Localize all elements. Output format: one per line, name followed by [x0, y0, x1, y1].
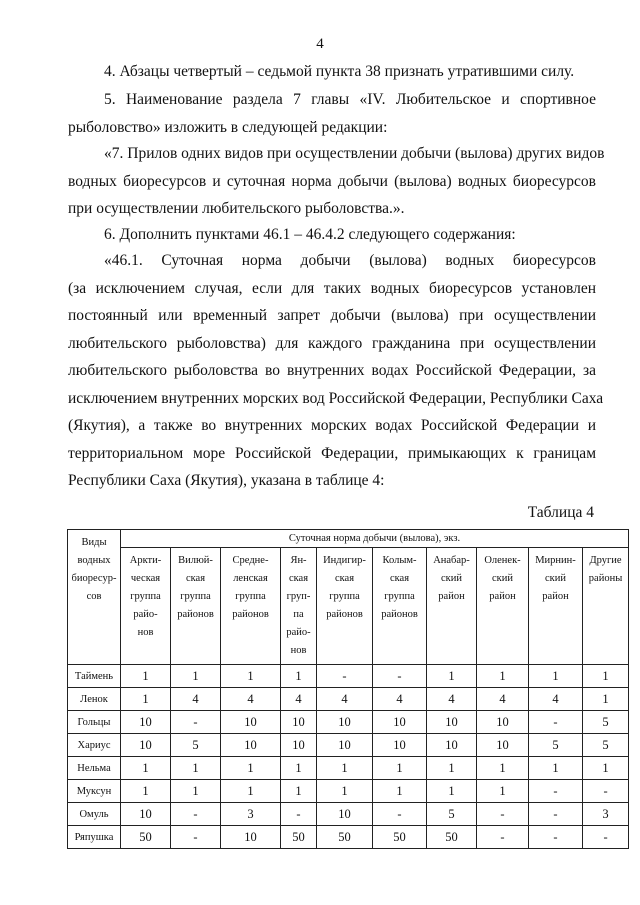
- norm-value: 1: [373, 757, 427, 780]
- norm-value: 1: [583, 665, 629, 688]
- paragraph-2: [68, 86, 596, 141]
- header-region: [281, 548, 317, 665]
- table-caption: Таблица 4: [527, 504, 594, 521]
- header-text: районов: [177, 609, 214, 620]
- text-line: водных биоресурсов и суточная норма добычи (вылова) водных биоресурсов: [68, 172, 596, 190]
- header-text: Виды: [81, 537, 107, 548]
- header-text: па: [293, 609, 304, 620]
- norm-value: -: [373, 803, 427, 826]
- table-row: [68, 665, 629, 688]
- header-region: [373, 548, 427, 665]
- table-row: [68, 780, 629, 803]
- norm-value: 1: [281, 665, 317, 688]
- daily-catch-norm-table: [67, 529, 629, 849]
- species-name: Хариус: [68, 734, 121, 757]
- norm-value: -: [317, 665, 373, 688]
- header-text: Вилюй-: [178, 555, 213, 566]
- norm-value: 50: [121, 826, 171, 849]
- species-name: Ряпушка: [68, 826, 121, 849]
- header-group: Суточная норма добычи (вылова), экз.: [121, 530, 629, 548]
- header-region: [529, 548, 583, 665]
- norm-value: 1: [121, 757, 171, 780]
- norm-value: -: [373, 665, 427, 688]
- norm-value: 4: [477, 688, 529, 711]
- header-text: сов: [86, 591, 102, 602]
- header-region: [583, 548, 629, 665]
- norm-value: -: [529, 826, 583, 849]
- header-text: район: [542, 591, 569, 602]
- norm-value: 1: [221, 780, 281, 803]
- species-name: Муксун: [68, 780, 121, 803]
- header-text: ленская: [233, 573, 268, 584]
- header-text: Мирнин-: [535, 555, 576, 566]
- header-region: [317, 548, 373, 665]
- norm-value: 10: [121, 711, 171, 734]
- norm-value: 1: [583, 757, 629, 780]
- header-text: райо-: [286, 627, 311, 638]
- header-region: [477, 548, 529, 665]
- norm-value: 10: [373, 711, 427, 734]
- norm-value: -: [583, 780, 629, 803]
- norm-value: 10: [317, 711, 373, 734]
- norm-value: 1: [171, 780, 221, 803]
- text-line: (за исключением случая, если для таких водных биоресурсов установлен: [68, 279, 596, 297]
- norm-value: 5: [529, 734, 583, 757]
- norm-value: 1: [529, 665, 583, 688]
- header-region: [171, 548, 221, 665]
- table-row: [68, 734, 629, 757]
- species-name: Ленок: [68, 688, 121, 711]
- header-species: [68, 530, 121, 665]
- norm-value: -: [583, 826, 629, 849]
- species-name: Омуль: [68, 803, 121, 826]
- header-text: районы: [588, 573, 623, 584]
- norm-value: 10: [317, 734, 373, 757]
- header-text: группа: [235, 591, 266, 602]
- norm-value: 1: [477, 757, 529, 780]
- norm-value: 5: [427, 803, 477, 826]
- norm-value: 4: [427, 688, 477, 711]
- header-text: ская: [185, 573, 206, 584]
- header-text: нов: [137, 627, 154, 638]
- norm-value: 50: [427, 826, 477, 849]
- header-text: райо-: [133, 609, 158, 620]
- norm-value: 1: [281, 757, 317, 780]
- species-name: Гольцы: [68, 711, 121, 734]
- header-text: группа: [180, 591, 211, 602]
- header-text: Средне-: [232, 555, 269, 566]
- header-text: ский: [441, 573, 462, 584]
- norm-value: 1: [171, 665, 221, 688]
- norm-value: 10: [121, 734, 171, 757]
- norm-value: 1: [583, 688, 629, 711]
- paragraph-4: [68, 221, 596, 249]
- norm-value: -: [171, 711, 221, 734]
- norm-value: -: [281, 803, 317, 826]
- species-name: Нельма: [68, 757, 121, 780]
- norm-value: 4: [281, 688, 317, 711]
- norm-value: -: [171, 826, 221, 849]
- text-line: (Якутия), а также во внутренних морских водах Российской Федерации и: [68, 417, 596, 434]
- header-text: группа: [329, 591, 360, 602]
- header-text: ская: [389, 573, 410, 584]
- header-text: Ян-: [290, 555, 307, 566]
- header-text: биоресур-: [71, 573, 117, 584]
- header-text: Колым-: [382, 555, 417, 566]
- header-text: ская: [334, 573, 355, 584]
- norm-value: -: [171, 803, 221, 826]
- norm-value: 10: [221, 734, 281, 757]
- text-line: рыболовство» изложить в следующей редакции:: [68, 118, 388, 136]
- norm-value: 1: [171, 757, 221, 780]
- norm-value: 10: [281, 734, 317, 757]
- header-text: груп-: [286, 591, 311, 602]
- norm-value: 10: [373, 734, 427, 757]
- text-line: исключением внутренних морских вод Российской Федерации, Республики Саха: [68, 389, 604, 407]
- header-text: Аркти-: [129, 555, 162, 566]
- text-line: территориальном море Российской Федерации, примыкающих к границам: [68, 444, 596, 462]
- text-line: любительского рыболовства) для каждого гражданина при осуществлении: [68, 334, 596, 352]
- norm-value: -: [529, 803, 583, 826]
- norm-value: 1: [427, 757, 477, 780]
- norm-value: 10: [317, 803, 373, 826]
- text-line: «46.1. Суточная норма добычи (вылова) водных биоресурсов: [104, 252, 596, 269]
- header-text: группа: [384, 591, 415, 602]
- norm-value: 10: [427, 734, 477, 757]
- text-line: «7. Прилов одних видов при осуществлении добычи (вылова) других видов: [104, 145, 605, 162]
- header-text: нов: [290, 645, 307, 656]
- species-name: Таймень: [68, 665, 121, 688]
- text-line: любительского рыболовства во внутренних водах Российской Федерации, за: [68, 362, 596, 379]
- header-text: районов: [326, 609, 363, 620]
- header-text: ческая: [130, 573, 161, 584]
- header-text: район: [489, 591, 516, 602]
- header-text: Индигир-: [323, 555, 366, 566]
- header-text: ский: [545, 573, 566, 584]
- table-row: [68, 826, 629, 849]
- norm-value: 10: [427, 711, 477, 734]
- norm-value: 10: [281, 711, 317, 734]
- header-text: районов: [381, 609, 418, 620]
- norm-value: 4: [529, 688, 583, 711]
- text-line: постоянный или временный запрет добычи (вылова) при осуществлении: [68, 307, 596, 324]
- text-line: при осуществлении любительского рыболовства.».: [68, 200, 405, 217]
- norm-value: 4: [221, 688, 281, 711]
- norm-value: 1: [317, 757, 373, 780]
- text-line: 6. Дополнить пунктами 46.1 – 46.4.2 следующего содержания:: [104, 226, 516, 243]
- norm-value: 4: [171, 688, 221, 711]
- norm-value: 10: [477, 734, 529, 757]
- norm-value: 5: [583, 711, 629, 734]
- norm-value: 50: [317, 826, 373, 849]
- header-region: [121, 548, 171, 665]
- norm-value: 10: [121, 803, 171, 826]
- header-region: [427, 548, 477, 665]
- norm-value: 4: [317, 688, 373, 711]
- table-row: [68, 803, 629, 826]
- paragraph-5: [68, 247, 604, 495]
- norm-value: 1: [121, 688, 171, 711]
- paragraph-1: [68, 58, 596, 86]
- norm-value: 1: [221, 757, 281, 780]
- norm-value: -: [477, 826, 529, 849]
- table-row: [68, 757, 629, 780]
- norm-value: 1: [477, 780, 529, 803]
- norm-value: 10: [477, 711, 529, 734]
- header-text: группа: [130, 591, 161, 602]
- header-text: ская: [288, 573, 309, 584]
- norm-value: 1: [529, 757, 583, 780]
- paragraph-3: [68, 140, 605, 223]
- text-line: 4. Абзацы четвертый – седьмой пункта 38 признать утратившими силу.: [104, 63, 575, 80]
- norm-value: 1: [477, 665, 529, 688]
- norm-value: -: [529, 711, 583, 734]
- norm-value: -: [529, 780, 583, 803]
- norm-value: 1: [121, 780, 171, 803]
- header-text: Оленек-: [484, 555, 521, 566]
- norm-value: 1: [427, 665, 477, 688]
- text-line: 5. Наименование раздела 7 главы «IV. Любительское и спортивное: [104, 91, 596, 108]
- norm-value: 50: [373, 826, 427, 849]
- header-text: водных: [77, 555, 111, 566]
- norm-value: 1: [221, 665, 281, 688]
- norm-value: 1: [373, 780, 427, 803]
- norm-value: 3: [583, 803, 629, 826]
- table-row: [68, 711, 629, 734]
- norm-value: 10: [221, 826, 281, 849]
- header-region: [221, 548, 281, 665]
- table-row: [68, 688, 629, 711]
- page-number: 4: [316, 36, 324, 52]
- header-text: район: [438, 591, 465, 602]
- norm-value: 4: [373, 688, 427, 711]
- norm-value: 1: [281, 780, 317, 803]
- header-text: Анабар-: [433, 555, 470, 566]
- norm-value: 1: [427, 780, 477, 803]
- header-text: Другие: [589, 555, 622, 566]
- norm-value: 3: [221, 803, 281, 826]
- norm-value: -: [477, 803, 529, 826]
- norm-value: 1: [317, 780, 373, 803]
- norm-value: 1: [121, 665, 171, 688]
- text-line: Республики Саха (Якутия), указана в таблице 4:: [68, 472, 385, 489]
- norm-value: 10: [221, 711, 281, 734]
- norm-value: 50: [281, 826, 317, 849]
- norm-value: 5: [171, 734, 221, 757]
- header-text: районов: [232, 609, 269, 620]
- header-text: ский: [492, 573, 513, 584]
- norm-value: 5: [583, 734, 629, 757]
